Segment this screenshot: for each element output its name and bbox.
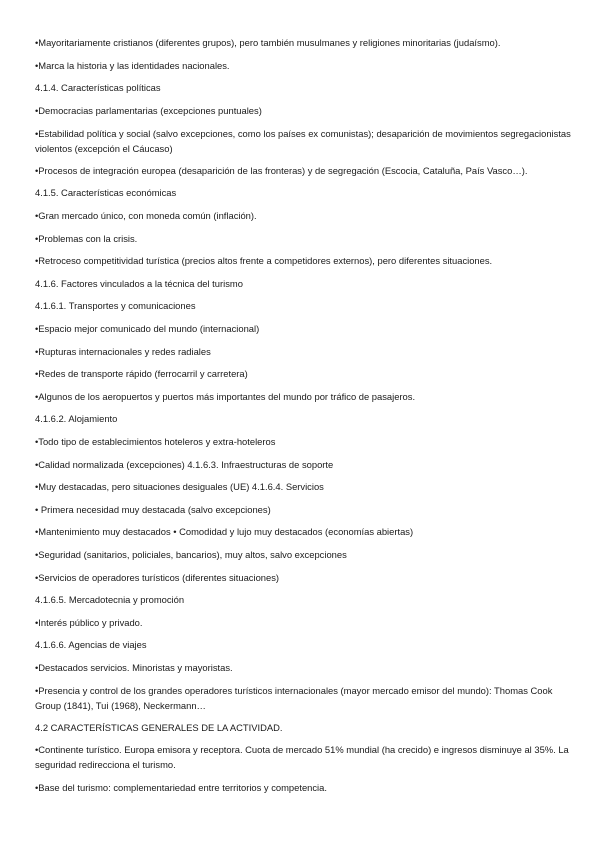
bullet-security: •Seguridad (sanitarios, policiales, bancarios), muy altos, salvo excepciones (35, 549, 347, 560)
bullet-competitiveness: •Retroceso competitividad turística (precios altos frente a competidores externos), pero diferentes situaciones. (35, 255, 493, 266)
bullet-crisis: •Problemas con la crisis. (35, 233, 138, 244)
heading-4-1-6-1: 4.1.6.1. Transportes y comunicaciones (35, 300, 196, 311)
bullet-quality: •Calidad normalizada (excepciones) 4.1.6.3. Infraestructuras de soporte (35, 459, 334, 470)
heading-4-1-6-6: 4.1.6.6. Agencias de viajes (35, 639, 147, 650)
bullet-first-necessity: • Primera necesidad muy destacada (salvo excepciones) (35, 504, 271, 515)
heading-4-1-6: 4.1.6. Factores vinculados a la técnica del turismo (35, 278, 243, 289)
bullet-services: •Destacados servicios. Minoristas y mayoristas. (35, 662, 233, 673)
heading-4-1-6-2: 4.1.6.2. Alojamiento (35, 413, 118, 424)
bullet-integration: •Procesos de integración europea (desaparición de las fronteras) y de segregación (Escocia, Cataluña, País Vasco…). (35, 165, 528, 176)
heading-4-2: 4.2 CARACTERÍSTICAS GENERALES DE LA ACTIVIDAD. (35, 722, 283, 733)
bullet-connected-space: •Espacio mejor comunicado del mundo (internacional) (35, 323, 260, 334)
heading-4-1-4: 4.1.4. Características políticas (35, 82, 161, 93)
heading-4-1-5: 4.1.5. Características económicas (35, 187, 177, 198)
bullet-outstanding: •Muy destacadas, pero situaciones desiguales (UE) 4.1.6.4. Servicios (35, 481, 324, 492)
bullet-single-market: •Gran mercado único, con moneda común (inflación). (35, 210, 257, 221)
bullet-democracies: •Democracias parlamentarias (excepciones puntuales) (35, 105, 262, 116)
bullet-public-private: •Interés público y privado. (35, 617, 143, 628)
bullet-presence: •Presencia y control de los grandes operadores turísticos internacionales (mayor mercado emisor del mundo): Thomas Cook Group (1841), Tui (1968), Neckermann… (35, 685, 553, 711)
bullet-tour-operators: •Servicios de operadores turísticos (diferentes situaciones) (35, 572, 280, 583)
heading-4-1-6-5: 4.1.6.5. Mercadotecnia y promoción (35, 594, 185, 605)
bullet-airports: •Algunos de los aeropuertos y puertos más importantes del mundo por tráfico de pasajeros. (35, 391, 416, 402)
bullet-maintenance: •Mantenimiento muy destacados • Comodidad y lujo muy destacados (economías abiertas) (35, 526, 414, 537)
bullet-history: •Marca la historia y las identidades nacionales. (35, 60, 230, 71)
bullet-continent: •Continente turístico. Europa emisora y receptora. Cuota de mercado 51% mundial (ha crecido) e ingresos disminuye al 35%. La seguridad redirecciona el turismo. (35, 744, 569, 770)
bullet-religion: •Mayoritariamente cristianos (diferentes grupos), pero también musulmanes y religiones minoritarias (judaísmo). (35, 37, 501, 48)
bullet-ruptures: •Rupturas internacionales y redes radiales (35, 346, 211, 357)
bullet-hotels: •Todo tipo de establecimientos hoteleros y extra-hoteleros (35, 436, 276, 447)
bullet-stability: •Estabilidad política y social (salvo excepciones, como los países ex comunistas); desaparición de movimientos segregacionistas violentos (excepción el Cáucaso) (35, 128, 571, 154)
bullet-fast-transport: •Redes de transporte rápido (ferrocarril y carretera) (35, 368, 248, 379)
bullet-base: •Base del turismo: complementariedad entre territorios y competencia. (35, 782, 327, 793)
